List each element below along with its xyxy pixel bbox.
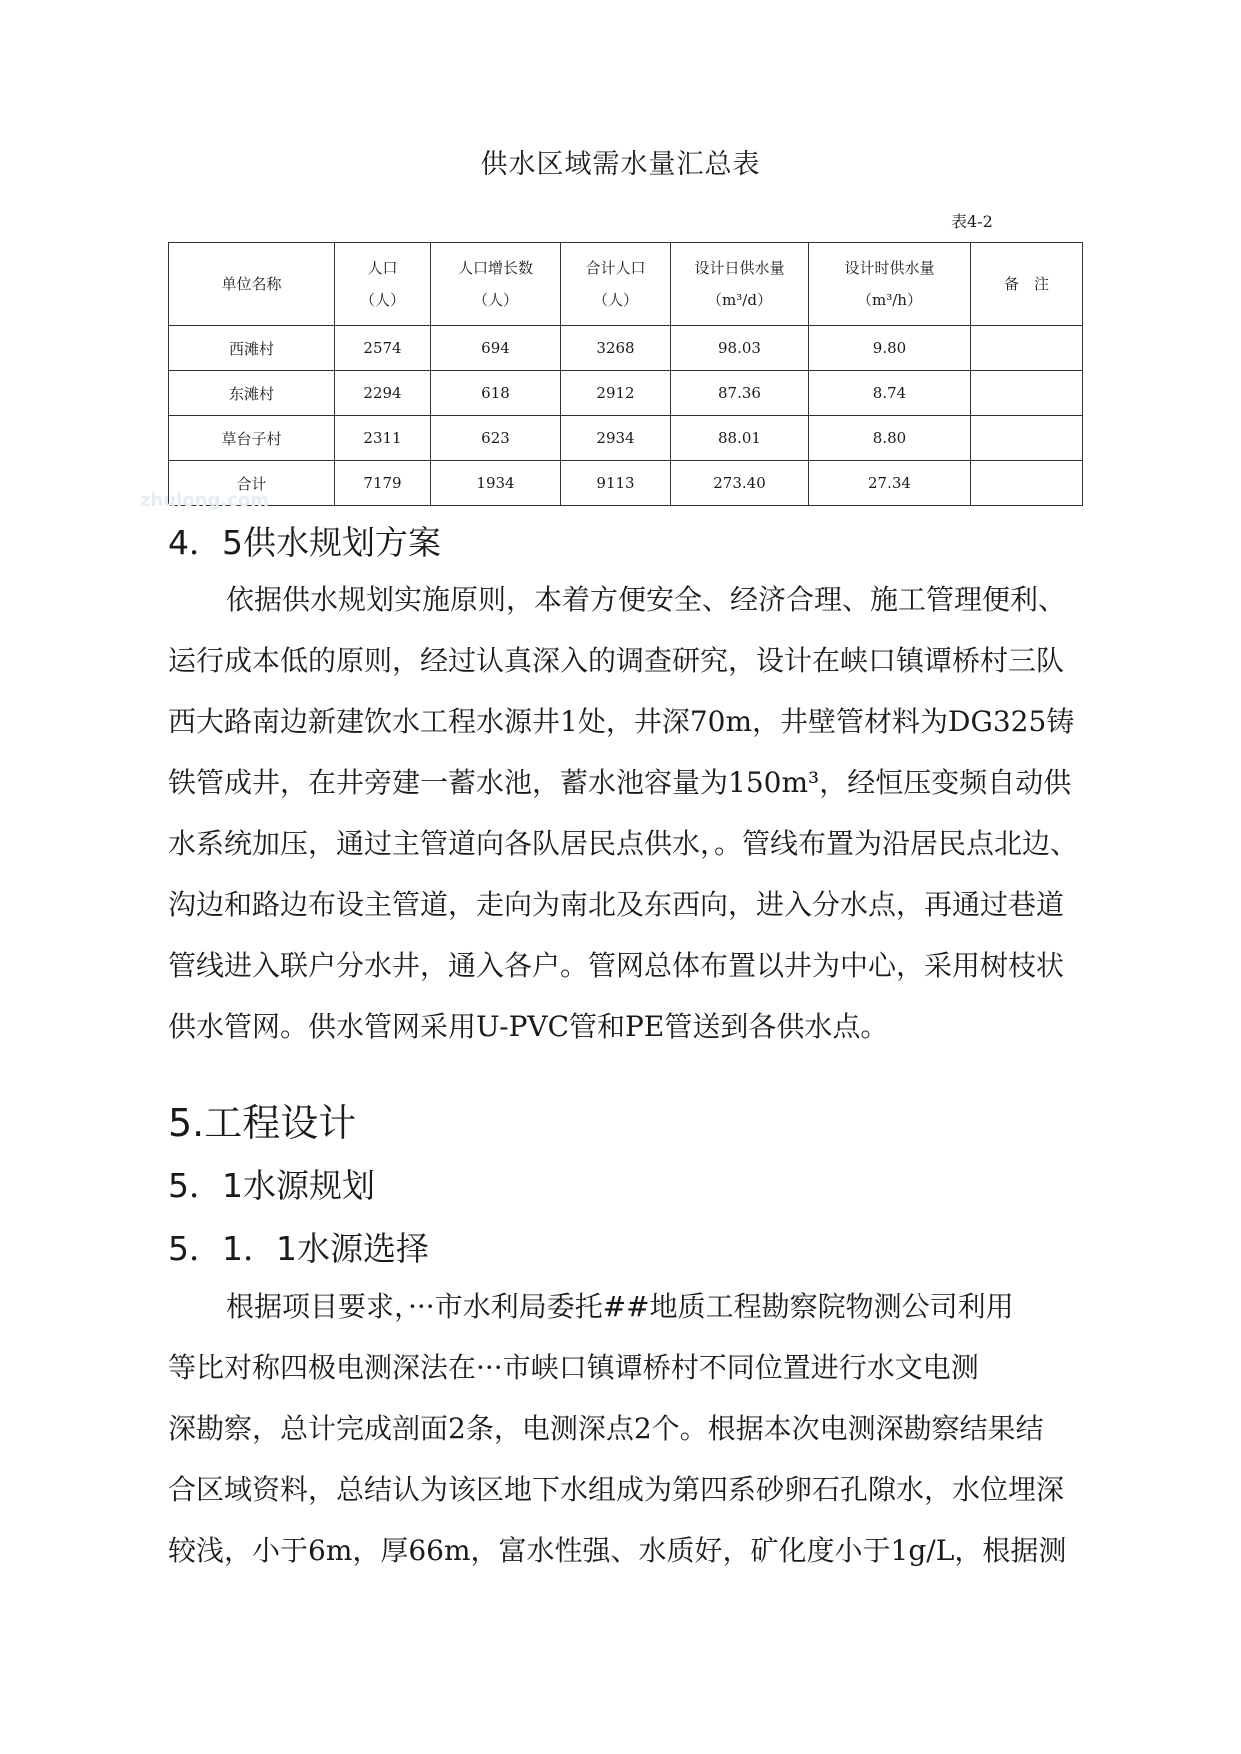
text-line: 依据供水规划实施原则，本着方便安全、经济合理、施工管理便利、	[226, 583, 1067, 616]
header-hourly-supply: 设计时供水量 （m³/h）	[809, 243, 971, 326]
header-daily-supply: 设计日供水量 （m³/d）	[671, 243, 809, 326]
table-row	[169, 371, 1083, 416]
text-line: 供水管网。供水管网采用U-PVC管和PE管送到各供水点。	[168, 1010, 889, 1043]
text-line: 深勘察，总计完成剖面2条，电测深点2个。根据本次电测深勘察结果结	[168, 1412, 1044, 1445]
watermark: zhulong.com	[140, 490, 269, 511]
table-row	[169, 326, 1083, 371]
text-line: 等比对称四极电测深法在···市峡口镇谭桥村不同位置进行水文电测	[168, 1351, 979, 1384]
cell: 2311	[335, 416, 431, 461]
header-remarks: 备 注	[971, 243, 1083, 326]
text-line: 较浅，小于6m，厚66m，富水性强、水质好，矿化度小于1g/L，根据测	[168, 1534, 1067, 1567]
cell: 7179	[335, 461, 431, 506]
cell: 623	[431, 416, 561, 461]
cell: 8.74	[809, 371, 971, 416]
header-unit-name: 单位名称	[169, 243, 335, 326]
cell	[971, 416, 1083, 461]
paragraph-4-5	[168, 569, 1090, 1057]
table-header-row	[169, 243, 1083, 326]
cell: 2912	[561, 371, 671, 416]
text-line: 合区域资料，总结认为该区地下水组成为第四系砂卵石孔隙水，水位埋深	[168, 1473, 1065, 1506]
cell: 618	[431, 371, 561, 416]
text-line: 沟边和路边布设主管道，走向为南北及东西向，进入分水点，再通过巷道	[168, 888, 1065, 921]
cell: 2934	[561, 416, 671, 461]
cell: 3268	[561, 326, 671, 371]
cell: 2294	[335, 371, 431, 416]
heading-5: 5.工程设计	[168, 1101, 357, 1145]
cell: 东滩村	[169, 371, 335, 416]
cell: 694	[431, 326, 561, 371]
text-line: 西大路南边新建饮水工程水源井1处，井深70m，井壁管材料为DG325铸	[168, 705, 1075, 738]
cell: 1934	[431, 461, 561, 506]
text-line: 根据项目要求，···市水利局委托##地质工程勘察院物测公司利用	[226, 1290, 1014, 1323]
cell: 87.36	[671, 371, 809, 416]
text-line: 管线进入联户分水井，通入各户。管网总体布置以井为中心，采用树枝状	[168, 949, 1065, 982]
text-line: 水系统加压，通过主管道向各队居民点供水，。管线布置为沿居民点北边、	[168, 827, 1079, 860]
cell: 合计	[169, 461, 335, 506]
cell: 88.01	[671, 416, 809, 461]
heading-5-1-1: 5．1．1水源选择	[168, 1229, 429, 1268]
cell: 27.34	[809, 461, 971, 506]
water-demand-table	[168, 242, 1083, 506]
heading-4-5: 4．5供水规划方案	[168, 523, 441, 562]
table-row	[169, 416, 1083, 461]
cell: 9.80	[809, 326, 971, 371]
header-population-growth: 人口增长数 （人）	[431, 243, 561, 326]
header-population: 人口 （人）	[335, 243, 431, 326]
table-total-row	[169, 461, 1083, 506]
cell: 西滩村	[169, 326, 335, 371]
paragraph-5-1-1	[168, 1276, 1090, 1581]
cell: 98.03	[671, 326, 809, 371]
cell	[971, 371, 1083, 416]
cell: 273.40	[671, 461, 809, 506]
cell: 8.80	[809, 416, 971, 461]
text-line: 铁管成井，在井旁建一蓄水池，蓄水池容量为150m³，经恒压变频自动供	[168, 766, 1072, 799]
cell	[971, 326, 1083, 371]
text-line: 运行成本低的原则，经过认真深入的调查研究，设计在峡口镇谭桥村三队	[168, 644, 1065, 677]
heading-5-1: 5．1水源规划	[168, 1166, 375, 1205]
table-title: 供水区域需水量汇总表	[480, 149, 761, 180]
cell: 草台子村	[169, 416, 335, 461]
table-number: 表4-2	[951, 212, 993, 231]
cell: 2574	[335, 326, 431, 371]
cell: 9113	[561, 461, 671, 506]
cell	[971, 461, 1083, 506]
header-total-population: 合计人口 （人）	[561, 243, 671, 326]
